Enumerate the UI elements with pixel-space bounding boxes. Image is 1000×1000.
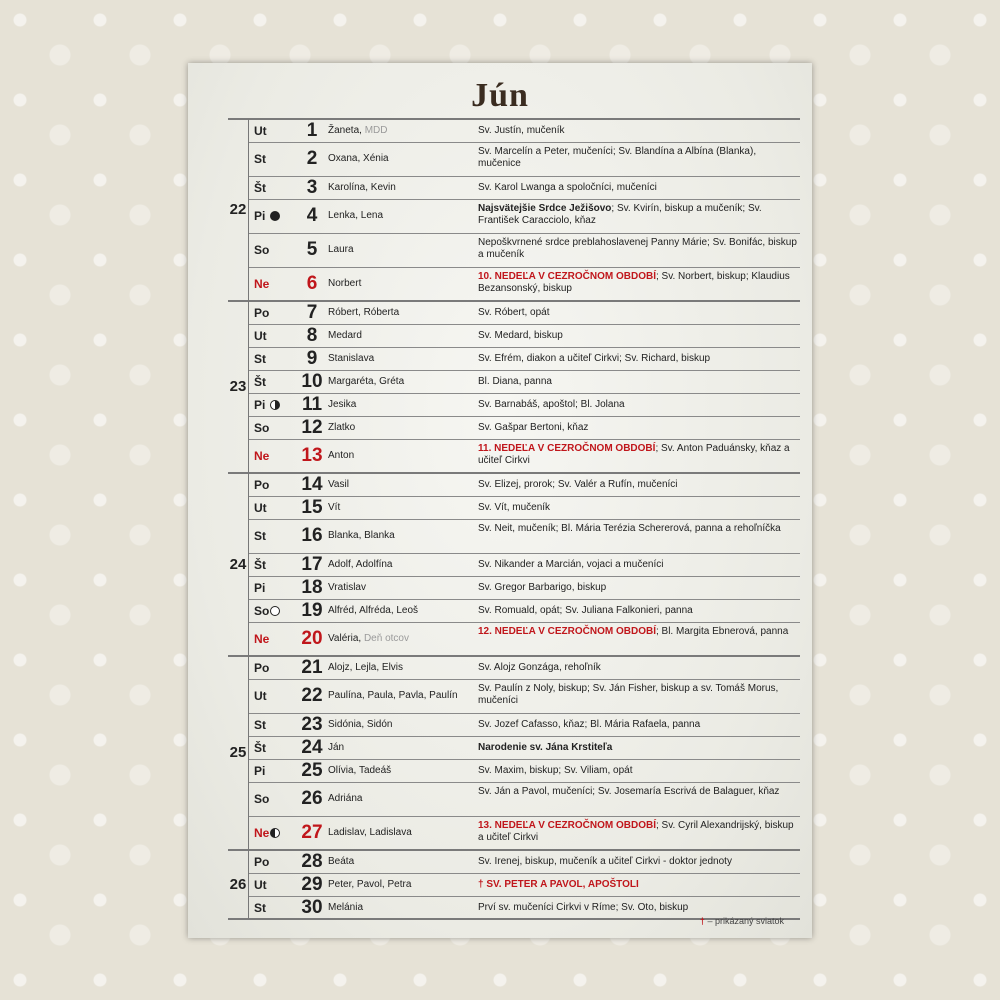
day-row xyxy=(248,416,800,440)
day-name: Po xyxy=(254,854,270,869)
name-day xyxy=(328,450,478,461)
name-day-names: Laura xyxy=(328,244,354,255)
name-day xyxy=(328,210,478,221)
day-number: 17 xyxy=(301,553,323,575)
name-day xyxy=(328,633,478,644)
day-number: 2 xyxy=(306,148,318,169)
name-day xyxy=(328,530,478,541)
saints-text xyxy=(478,523,798,535)
saints-text xyxy=(478,146,798,170)
week-number: 25 xyxy=(229,744,247,761)
day-row xyxy=(248,782,800,817)
saints-fragment: ; Sv. Cyril Alexandrijský, biskup a učiteľ Cirkvi xyxy=(478,820,794,843)
day-row xyxy=(248,873,800,897)
name-day-names: Stanislava xyxy=(328,352,375,364)
name-day-names: Ján xyxy=(328,741,345,753)
saints-text xyxy=(478,856,798,868)
week-number: 23 xyxy=(229,378,247,395)
saints-fragment: Sv. Gregor Barbarigo, biskup xyxy=(478,581,607,593)
week-separator xyxy=(228,472,800,474)
name-day xyxy=(328,376,478,387)
day-number: 18 xyxy=(301,576,323,598)
saints-text xyxy=(478,353,798,365)
footnote-cross: † xyxy=(699,916,705,926)
saints-text xyxy=(478,683,798,707)
name-day xyxy=(328,793,478,804)
name-day-names: Karolína, Kevin xyxy=(328,181,396,193)
saints-text xyxy=(478,605,798,617)
week-separator xyxy=(228,655,800,657)
day-number: 11 xyxy=(301,393,323,415)
name-day-names: Róbert, Róberta xyxy=(328,306,400,318)
name-day xyxy=(328,125,478,136)
day-number: 28 xyxy=(301,850,323,872)
name-day xyxy=(328,582,478,593)
day-row xyxy=(248,301,800,325)
day-number: 26 xyxy=(301,788,323,809)
moon-phase-full-icon xyxy=(270,606,280,616)
saints-text xyxy=(478,742,798,754)
day-row xyxy=(248,576,800,600)
day-number: 24 xyxy=(301,736,323,758)
day-number: 13 xyxy=(301,445,323,466)
day-number: 20 xyxy=(301,628,323,649)
saints-text xyxy=(478,330,798,342)
day-name: Št xyxy=(254,557,266,572)
name-day-names: Žaneta, xyxy=(328,124,362,136)
name-day xyxy=(328,353,478,364)
saints-fragment: ; Sv. Norbert, biskup; Klaudius Bezansonský, biskup xyxy=(478,271,790,294)
saints-text xyxy=(478,879,798,891)
saints-fragment: Sv. Gašpar Bertoni, kňaz xyxy=(478,421,589,433)
name-day-names: Jesika xyxy=(328,398,357,410)
name-day xyxy=(328,479,478,490)
day-number: 1 xyxy=(306,119,318,141)
saints-fragment: Nepoškvrnené srdce preblahoslavenej Panny Márie; Sv. Bonifác, biskup a mučeník xyxy=(478,237,797,260)
day-row xyxy=(248,233,800,268)
day-name: So xyxy=(254,243,270,257)
day-row xyxy=(248,496,800,520)
footnote xyxy=(700,916,784,926)
saints-text xyxy=(478,125,798,137)
week-number: 22 xyxy=(229,201,247,218)
saints-text xyxy=(478,662,798,674)
day-name: Ne xyxy=(254,826,270,840)
name-day xyxy=(328,690,478,701)
name-day-names: Medard xyxy=(328,329,362,341)
day-name: So xyxy=(254,603,270,618)
day-row xyxy=(248,176,800,200)
day-number: 21 xyxy=(301,656,323,678)
saints-text xyxy=(478,502,798,514)
day-name: Pi xyxy=(254,763,266,778)
day-name: St xyxy=(254,529,266,543)
day-number: 29 xyxy=(301,873,323,895)
saints-fragment: Sv. Vít, mučeník xyxy=(478,501,551,513)
name-day xyxy=(328,182,478,193)
saints-text xyxy=(478,479,798,491)
day-row xyxy=(248,199,800,234)
saints-fragment: Sv. Ján a Pavol, mučeníci; Sv. Josemaría Escrivá de Balaguer, kňaz xyxy=(478,786,780,797)
saints-text xyxy=(478,765,798,777)
name-day xyxy=(328,856,478,867)
name-day-names: Valéria, xyxy=(328,633,362,644)
day-number: 4 xyxy=(306,205,318,226)
name-day-names: Alfréd, Alfréda, Leoš xyxy=(328,604,419,616)
name-day xyxy=(328,422,478,433)
name-day xyxy=(328,278,478,289)
day-row xyxy=(248,599,800,623)
name-day xyxy=(328,765,478,776)
name-day-names: Sidónia, Sidón xyxy=(328,718,393,730)
name-day xyxy=(328,153,478,164)
day-name: Ne xyxy=(254,277,270,291)
saints-fragment: 13. NEDEĽA V CEZROČNOM OBDOBÍ xyxy=(478,820,656,831)
name-day-names: Melánia xyxy=(328,901,364,913)
name-day-names: Vít xyxy=(328,501,341,513)
day-row xyxy=(248,324,800,348)
name-day xyxy=(328,559,478,570)
name-day xyxy=(328,662,478,673)
saints-fragment: Sv. Barnabáš, apoštol; Bl. Jolana xyxy=(478,398,625,410)
saints-text xyxy=(478,582,798,594)
saints-text xyxy=(478,422,798,434)
name-day xyxy=(328,879,478,890)
day-name: St xyxy=(254,152,266,166)
day-number: 7 xyxy=(306,301,318,323)
day-row xyxy=(248,553,800,577)
day-name: Št xyxy=(254,180,266,195)
day-number: 14 xyxy=(301,473,323,495)
saints-text xyxy=(478,626,798,638)
saints-fragment: Sv. Romuald, opát; Sv. Juliana Falkonieri, panna xyxy=(478,604,693,616)
day-name: So xyxy=(254,420,270,435)
saints-text xyxy=(478,559,798,571)
day-number: 9 xyxy=(306,347,318,369)
day-row xyxy=(248,370,800,394)
saints-fragment: Sv. Róbert, opát xyxy=(478,306,550,318)
name-day-names: Ladislav, Ladislava xyxy=(328,827,412,838)
saints-text xyxy=(478,237,798,261)
week-separator xyxy=(228,300,800,302)
day-row xyxy=(248,267,800,302)
day-row xyxy=(248,713,800,737)
day-row xyxy=(248,736,800,760)
saints-fragment: † SV. PETER A PAVOL, APOŠTOLI xyxy=(478,878,639,890)
saints-fragment: Sv. Elizej, prorok; Sv. Valér a Rufín, mučeníci xyxy=(478,478,678,490)
day-row xyxy=(248,439,800,474)
name-day-extra: MDD xyxy=(361,124,388,136)
day-row xyxy=(248,393,800,417)
saints-fragment: 11. NEDEĽA V CEZROČNOM OBDOBÍ xyxy=(478,443,656,454)
day-number: 6 xyxy=(306,273,318,294)
week-number: 24 xyxy=(229,555,247,573)
day-row xyxy=(248,119,800,143)
day-row xyxy=(248,347,800,371)
name-day xyxy=(328,719,478,730)
saints-text xyxy=(478,271,798,295)
saints-fragment: ; Sv. Kvirín, biskup a mučeník; Sv. František Caracciolo, kňaz xyxy=(478,203,762,226)
day-row xyxy=(248,656,800,680)
name-day xyxy=(328,244,478,255)
day-name: Št xyxy=(254,374,266,389)
day-number: 15 xyxy=(301,496,323,518)
moon-phase-last-icon xyxy=(270,828,280,838)
day-number: 19 xyxy=(301,599,323,621)
name-day-names: Blanka, Blanka xyxy=(328,530,395,541)
saints-fragment: Sv. Karol Lwanga a spoločníci, mučeníci xyxy=(478,181,657,193)
saints-text xyxy=(478,902,798,914)
name-day-names: Adolf, Adolfína xyxy=(328,558,393,570)
name-day-names: Adriána xyxy=(328,793,363,804)
saints-fragment: 12. NEDEĽA V CEZROČNOM OBDOBÍ xyxy=(478,626,656,637)
day-name: So xyxy=(254,792,270,806)
day-row xyxy=(248,622,800,657)
calendar-page xyxy=(188,63,812,938)
day-row xyxy=(248,473,800,497)
name-day-names: Zlatko xyxy=(328,421,356,433)
saints-fragment: Sv. Jozef Cafasso, kňaz; Bl. Mária Rafaela, panna xyxy=(478,718,701,730)
day-row xyxy=(248,519,800,554)
saints-fragment: Sv. Irenej, biskup, mučeník a učiteľ Cirkvi - doktor jednoty xyxy=(478,855,732,867)
saints-fragment: Sv. Marcelín a Peter, mučeníci; Sv. Blandína a Albína (Blanka), mučenice xyxy=(478,146,757,169)
day-number: 30 xyxy=(301,896,323,918)
name-day-names: Oxana, Xénia xyxy=(328,153,389,164)
column-divider xyxy=(248,119,249,919)
saints-fragment: Sv. Efrém, diakon a učiteľ Cirkvi; Sv. Richard, biskup xyxy=(478,352,711,364)
footnote-text: – prikázaný sviatok xyxy=(707,916,784,926)
saints-fragment: Narodenie sv. Jána Krstiteľa xyxy=(478,741,613,753)
day-name: Po xyxy=(254,660,270,675)
day-name: Ne xyxy=(254,632,270,646)
saints-fragment: Sv. Nikander a Marcián, vojaci a mučeníci xyxy=(478,558,664,570)
name-day xyxy=(328,330,478,341)
day-name: Pi xyxy=(254,397,266,412)
moon-phase-new-icon xyxy=(270,211,280,221)
saints-fragment: Prví sv. mučeníci Cirkvi v Ríme; Sv. Oto, biskup xyxy=(478,901,689,913)
day-name: Ne xyxy=(254,449,270,463)
day-name: Pi xyxy=(254,209,266,223)
day-name: Ut xyxy=(254,328,267,343)
saints-fragment: 10. NEDEĽA V CEZROČNOM OBDOBÍ xyxy=(478,271,656,282)
day-number: 8 xyxy=(306,324,318,346)
saints-text xyxy=(478,307,798,319)
day-name: Ut xyxy=(254,123,267,138)
name-day-names: Paulína, Paula, Pavla, Paulín xyxy=(328,690,458,701)
saints-fragment: Sv. Neit, mučeník; Bl. Mária Terézia Schererová, panna a rehoľníčka xyxy=(478,523,781,534)
day-name: Pi xyxy=(254,580,266,595)
saints-text xyxy=(478,376,798,388)
day-number: 5 xyxy=(306,239,318,260)
day-name: St xyxy=(254,351,266,366)
saints-fragment: Najsvätejšie Srdce Ježišovo xyxy=(478,203,612,214)
name-day-names: Vratislav xyxy=(328,581,366,593)
day-row xyxy=(248,850,800,874)
saints-fragment: ; Bl. Margita Ebnerová, panna xyxy=(655,626,789,637)
day-name: St xyxy=(254,717,266,732)
saints-fragment: Sv. Medard, biskup xyxy=(478,329,563,341)
day-number: 25 xyxy=(301,759,323,781)
name-day xyxy=(328,902,478,913)
name-day-names: Alojz, Lejla, Elvis xyxy=(328,661,404,673)
saints-text xyxy=(478,443,798,467)
saints-text xyxy=(478,786,798,798)
moon-phase-first-icon xyxy=(270,400,280,410)
name-day-names: Olívia, Tadeáš xyxy=(328,764,392,776)
day-row xyxy=(248,142,800,177)
saints-text xyxy=(478,399,798,411)
day-number: 10 xyxy=(301,370,323,392)
day-row xyxy=(248,759,800,783)
day-number: 23 xyxy=(301,713,323,735)
saints-fragment: Sv. Alojz Gonzága, rehoľník xyxy=(478,661,601,673)
name-day-names: Norbert xyxy=(328,278,362,289)
name-day xyxy=(328,742,478,753)
day-name: St xyxy=(254,900,266,915)
day-name: Ut xyxy=(254,500,267,515)
week-number: 26 xyxy=(229,875,247,893)
day-number: 22 xyxy=(301,685,323,706)
week-separator xyxy=(228,849,800,851)
name-day-names: Margaréta, Gréta xyxy=(328,375,405,387)
day-row xyxy=(248,816,800,851)
saints-fragment: Sv. Paulín z Noly, biskup; Sv. Ján Fisher, biskup a sv. Tomáš Morus, mučeníci xyxy=(478,683,779,706)
name-day xyxy=(328,605,478,616)
name-day-extra: Deň otcov xyxy=(361,633,409,644)
day-name: Po xyxy=(254,305,270,320)
name-day-names: Beáta xyxy=(328,855,355,867)
day-row xyxy=(248,679,800,714)
day-name: Po xyxy=(254,477,270,492)
saints-fragment: ; Sv. Anton Paduánsky, kňaz a učiteľ Cirkvi xyxy=(478,443,790,466)
name-day xyxy=(328,399,478,410)
saints-text xyxy=(478,203,798,227)
day-number: 3 xyxy=(306,176,318,198)
saints-fragment: Sv. Maxim, biskup; Sv. Viliam, opát xyxy=(478,764,633,776)
saints-text xyxy=(478,820,798,844)
name-day xyxy=(328,502,478,513)
day-number: 16 xyxy=(301,525,323,546)
day-name: Ut xyxy=(254,689,267,703)
saints-fragment: Bl. Diana, panna xyxy=(478,375,552,387)
saints-text xyxy=(478,719,798,731)
name-day-names: Vasil xyxy=(328,478,349,490)
week-separator xyxy=(228,118,800,120)
name-day-names: Anton xyxy=(328,450,355,461)
day-number: 27 xyxy=(301,822,323,843)
month-title: Jún xyxy=(471,77,529,114)
saints-fragment: Sv. Justín, mučeník xyxy=(478,124,565,136)
day-number: 12 xyxy=(301,416,323,438)
name-day-names: Peter, Pavol, Petra xyxy=(328,878,412,890)
name-day xyxy=(328,307,478,318)
name-day-names: Lenka, Lena xyxy=(328,210,384,221)
name-day xyxy=(328,827,478,838)
day-name: Št xyxy=(254,740,266,755)
saints-text xyxy=(478,182,798,194)
day-name: Ut xyxy=(254,877,267,892)
